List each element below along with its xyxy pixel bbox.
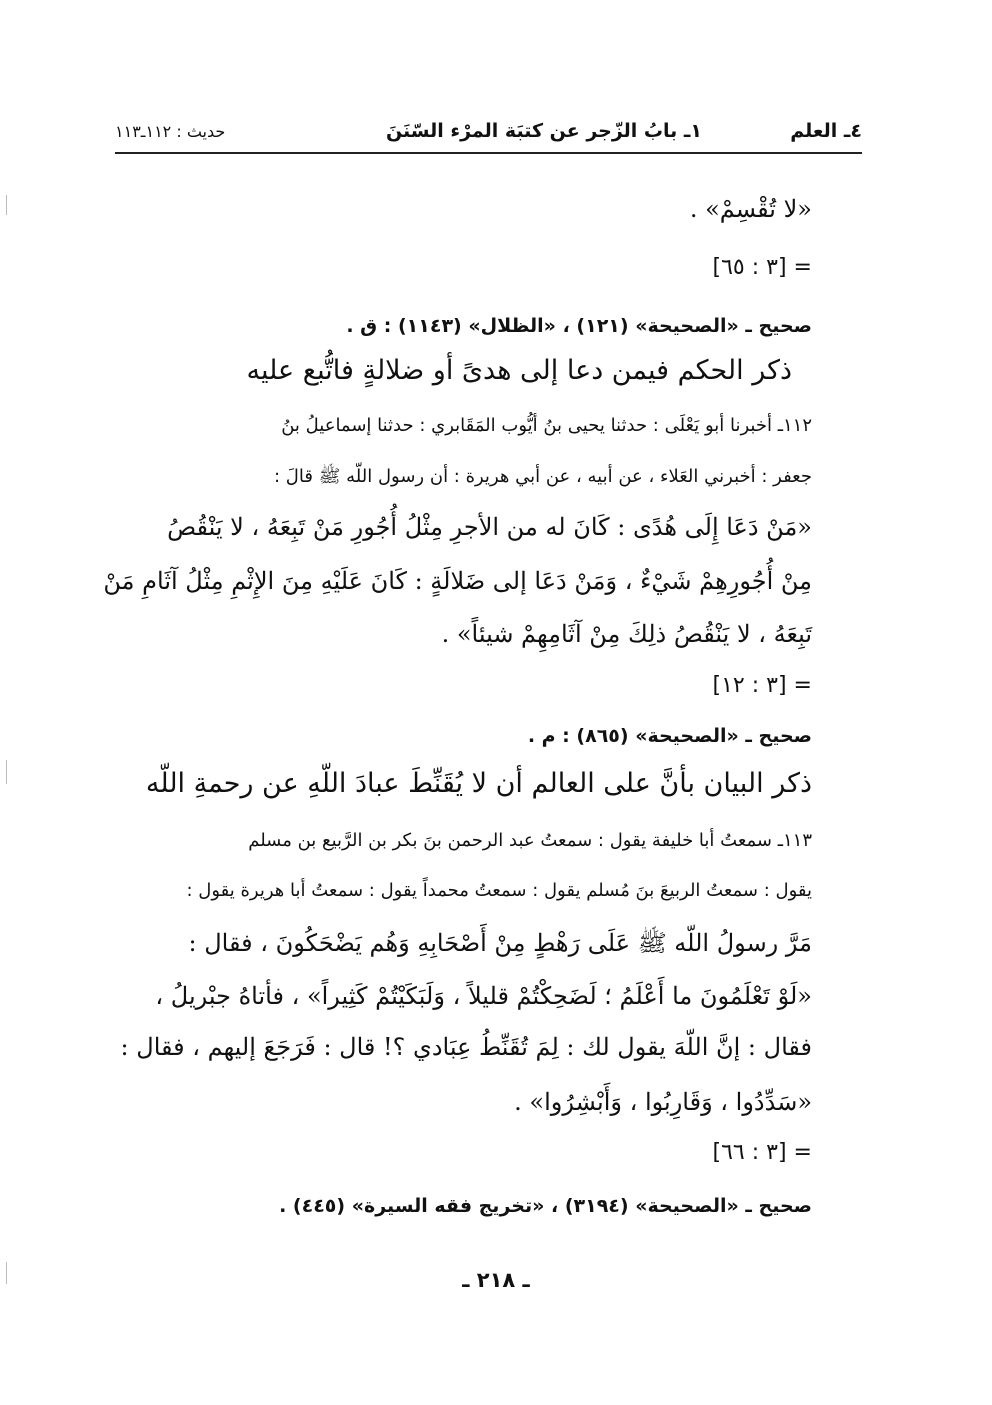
narration-line: ١١٢ـ أخبرنا أبو يَعْلَى : حدثنا يحيى بنُ أيُّوب المَقَابري : حدثنا إسماعيلُ بنُ (281, 415, 812, 436)
hadith-text-line: فقال : إنَّ اللّهَ يقول لك : لِمَ تُقَنِّطُ عِبَادي ؟! قال : فَرَجَعَ إليهم ، فقال : (120, 1033, 812, 1061)
reference-line: = [٣ : ٦٦] (712, 1140, 812, 1165)
grade-line: صحيح ـ «الصحيحة» (٨٦٥) : م . (527, 725, 812, 747)
hadith-text-line: مَرَّ رسولُ اللّه ﷺ عَلَى رَهْطٍ مِنْ أَصْحَابِهِ وَهُم يَضْحَكُونَ ، فقال : (188, 929, 812, 957)
narration-line: يقول : سمعتُ الربيعَ بنَ مُسلم يقول : سمعتُ محمداً يقول : سمعتُ أبا هريرة يقول : (186, 880, 812, 901)
chapter-title: ٤ـ العلم (790, 120, 862, 142)
hadith-text-line: تَبِعَهُ ، لا يَنْقُصُ ذلِكَ مِنْ آثَامِهِمْ شيئاً» . (441, 620, 812, 648)
hadith-range: حديث : ١١٢ـ١١٣ (115, 122, 226, 141)
reference-line: = [٣ : ١٢] (712, 673, 812, 698)
page-header (115, 112, 862, 152)
left-margin-mark (6, 195, 7, 215)
section-title: ١ـ بابُ الزّجر عن كتبَة المرْء السّنَنَ (385, 120, 702, 142)
section-heading: ذكر البيان بأنَّ على العالم أن لا يُقَنِّطَ عبادَ اللّهِ عن رحمةِ اللّه (145, 768, 812, 799)
page-number: ـ ٢١٨ ـ (462, 1268, 530, 1292)
hadith-text-line: «مَنْ دَعَا إِلَى هُدًى : كَانَ له من الأجرِ مِثْلُ أُجُورِ مَنْ تَبِعَهُ ، لا يَنْقُصُ (167, 513, 812, 541)
hadith-text-line: «لَوْ تَعْلَمُونَ ما أَعْلَمُ ؛ لَضَحِكْتُمْ قليلاً ، وَلَبَكَيْتُمْ كَثِيراً» ، فأتاهُ جبْريلُ ، (155, 982, 812, 1010)
header-rule (115, 152, 862, 154)
text-line: «لا تُقْسِمْ» . (689, 195, 812, 223)
reference-line: = [٣ : ٦٥] (712, 255, 812, 280)
section-heading: ذكر الحكم فيمن دعا إلى هدىً أو ضلالةٍ فاتُّبع عليه (246, 355, 792, 386)
grade-line: صحيح ـ «الصحيحة» (٣١٩٤) ، «تخريج فقه السيرة» (٤٤٥) . (279, 1195, 812, 1217)
hadith-text-line: «سَدِّدُوا ، وَقَارِبُوا ، وَأَبْشِرُوا» . (514, 1088, 812, 1116)
grade-line: صحيح ـ «الصحيحة» (١٢١) ، «الظلال» (١١٤٣) : ق . (346, 315, 812, 337)
left-margin-mark (6, 760, 7, 784)
narration-line: ١١٣ـ سمعتُ أبا خليفة يقول : سمعتُ عبد الرحمن بنَ بكر بن الرَّبيع بن مسلم (248, 830, 812, 851)
hadith-text-line: مِنْ أُجُورِهِمْ شَيْءٌ ، وَمَنْ دَعَا إلى ضَلالَةٍ : كَانَ عَلَيْهِ مِنَ الإِثْمِ مِثْلُ آثَامِ مَنْ (103, 567, 812, 595)
narration-line: جعفر : أخبرني العَلاء ، عن أبيه ، عن أبي هريرة : أن رسول اللّه ﷺ قالَ : (274, 466, 812, 487)
